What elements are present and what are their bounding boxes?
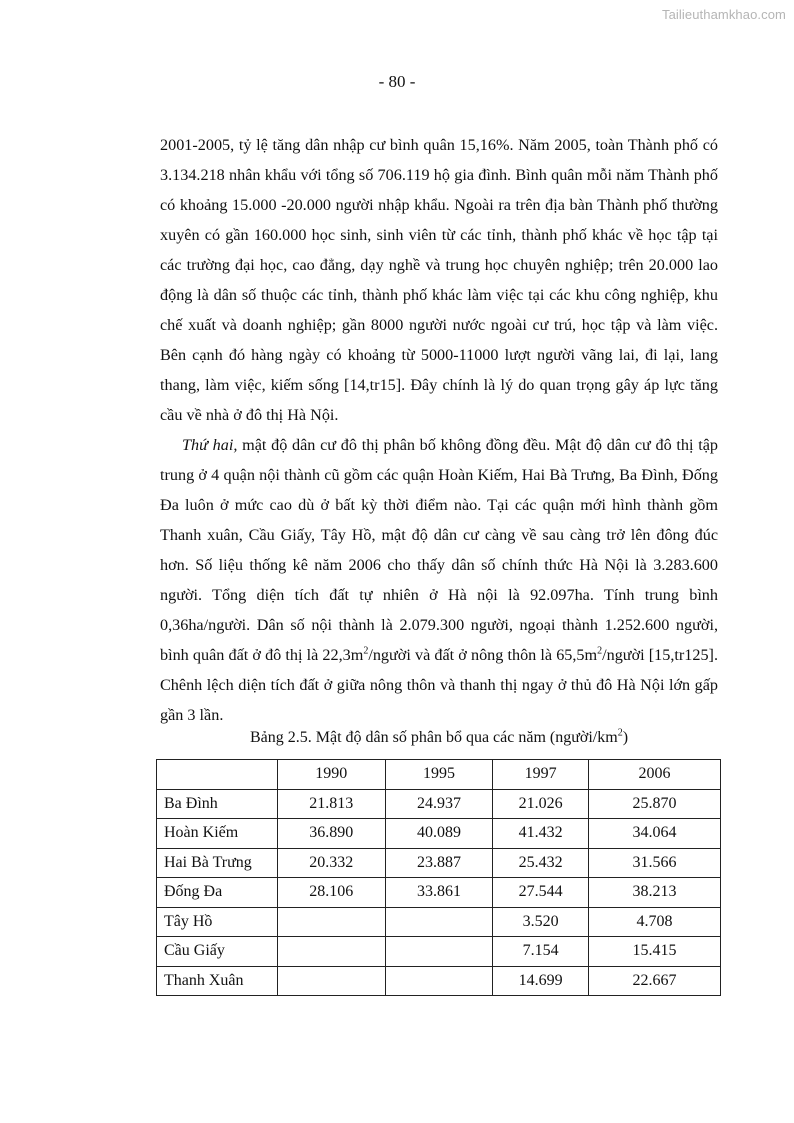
table-cell bbox=[277, 966, 385, 996]
table-row bbox=[157, 937, 721, 967]
table-row bbox=[157, 789, 721, 819]
table-row bbox=[157, 966, 721, 996]
table-cell bbox=[277, 907, 385, 937]
table-cell: 7.154 bbox=[493, 937, 589, 967]
row-label: Thanh Xuân bbox=[157, 966, 278, 996]
table-cell bbox=[385, 966, 493, 996]
table-cell bbox=[277, 937, 385, 967]
row-label: Cầu Giấy bbox=[157, 937, 278, 967]
watermark-text: Tailieuthamkhao.com bbox=[661, 7, 786, 22]
table-cell: 33.861 bbox=[385, 878, 493, 908]
page-number: - 80 - bbox=[378, 72, 416, 91]
table-row bbox=[157, 848, 721, 878]
table-row bbox=[157, 907, 721, 937]
row-label: Hai Bà Trưng bbox=[157, 848, 278, 878]
table-cell: 21.813 bbox=[277, 789, 385, 819]
paragraph-2-part-2: /người và đất ở nông thôn là 65,5m bbox=[368, 646, 598, 664]
population-density-table bbox=[156, 759, 721, 996]
table-cell: 34.064 bbox=[589, 819, 721, 849]
table-cell: 15.415 bbox=[589, 937, 721, 967]
superscript-1: 2 bbox=[363, 645, 369, 657]
table-cell: 25.432 bbox=[493, 848, 589, 878]
table-cell bbox=[385, 937, 493, 967]
table-cell bbox=[385, 907, 493, 937]
paragraph-2-part-1: mật độ dân cư đô thị phân bố không đồng đều. Mật độ dân cư đô thị tập trung ở 4 quận nội thành cũ gồm các quận Hoàn Kiếm, Hai Bà Trưng, Ba Đình, Đống Đa luôn ở mức cao dù ở bất kỳ thời điểm nào. Tại các quận mới hình thành gồm Thanh xuân, Cầu Giấy, Tây Hồ, mật độ dân cư càng về sau càng trở lên đông đúc hơn. Số liệu thống kê năm 2006 cho thấy dân số chính thức Hà Nội là 3.283.600 người. Tổng diện tích đất tự nhiên ở Hà nội là 92.097ha. Tính trung bình 0,36ha/người. Dân số nội thành là 2.079.300 người, ngoại thành 1.252.600 người, bình quân đất ở đô thị là 22,3m bbox=[160, 436, 718, 664]
row-label: Tây Hồ bbox=[157, 907, 278, 937]
header-cell-1990: 1990 bbox=[277, 760, 385, 790]
table-row bbox=[157, 819, 721, 849]
table-cell: 24.937 bbox=[385, 789, 493, 819]
table-cell: 21.026 bbox=[493, 789, 589, 819]
table-caption-close: ) bbox=[622, 729, 629, 746]
row-label: Hoàn Kiếm bbox=[157, 819, 278, 849]
table-caption bbox=[160, 729, 718, 747]
table-cell: 14.699 bbox=[493, 966, 589, 996]
table-header-row bbox=[157, 760, 721, 790]
header-cell-1997: 1997 bbox=[493, 760, 589, 790]
table-cell: 22.667 bbox=[589, 966, 721, 996]
header-cell-1995: 1995 bbox=[385, 760, 493, 790]
table-cell: 25.870 bbox=[589, 789, 721, 819]
superscript-2: 2 bbox=[597, 645, 603, 657]
table-cell: 31.566 bbox=[589, 848, 721, 878]
body-text bbox=[160, 130, 718, 730]
table-cell: 3.520 bbox=[493, 907, 589, 937]
table-cell: 38.213 bbox=[589, 878, 721, 908]
table-cell: 27.544 bbox=[493, 878, 589, 908]
table-cell: 20.332 bbox=[277, 848, 385, 878]
paragraph-2-lead: Thứ hai, bbox=[182, 436, 238, 454]
header-cell-empty bbox=[157, 760, 278, 790]
table-caption-superscript: 2 bbox=[617, 727, 623, 739]
table-cell: 41.432 bbox=[493, 819, 589, 849]
table-caption-text: Bảng 2.5. Mật độ dân số phân bổ qua các năm (người/km bbox=[249, 729, 618, 746]
row-label: Ba Đình bbox=[157, 789, 278, 819]
table-cell: 40.089 bbox=[385, 819, 493, 849]
table-cell: 36.890 bbox=[277, 819, 385, 849]
paragraph-2 bbox=[160, 430, 718, 730]
row-label: Đống Đa bbox=[157, 878, 278, 908]
table-cell: 23.887 bbox=[385, 848, 493, 878]
header-cell-2006: 2006 bbox=[589, 760, 721, 790]
paragraph-1: 2001-2005, tỷ lệ tăng dân nhập cư bình quân 15,16%. Năm 2005, toàn Thành phố có 3.134.218 nhân khẩu với tổng số 706.119 hộ gia đình. Bình quân mỗi năm Thành phố có khoảng 15.000 -20.000 người nhập khẩu. Ngoài ra trên địa bàn Thành phố thường xuyên có gần 160.000 học sinh, sinh viên từ các tỉnh, thành phố khác về học tập tại các trường đại học, cao đẳng, dạy nghề và trung học chuyên nghiệp; trên 20.000 lao động là dân số thuộc các tỉnh, thành phố khác làm việc tại các khu công nghiệp, khu chế xuất và doanh nghiệp; gần 8000 người nước ngoài cư trú, học tập và làm việc. Bên cạnh đó hàng ngày có khoảng từ 5000-11000 lượt người vãng lai, đi lại, lang thang, làm việc, kiếm sống [14,tr15]. Đây chính là lý do quan trọng gây áp lực tăng cầu về nhà ở đô thị Hà Nội. bbox=[160, 136, 718, 424]
table-cell: 4.708 bbox=[589, 907, 721, 937]
table-row bbox=[157, 878, 721, 908]
paragraph-2-part-3: /người [15,tr125]. Chênh lệch diện tích đất ở giữa nông thôn và thanh thị ngay ở thủ đô Hà Nội lớn gấp gần 3 lần. bbox=[160, 646, 718, 724]
table-cell: 28.106 bbox=[277, 878, 385, 908]
